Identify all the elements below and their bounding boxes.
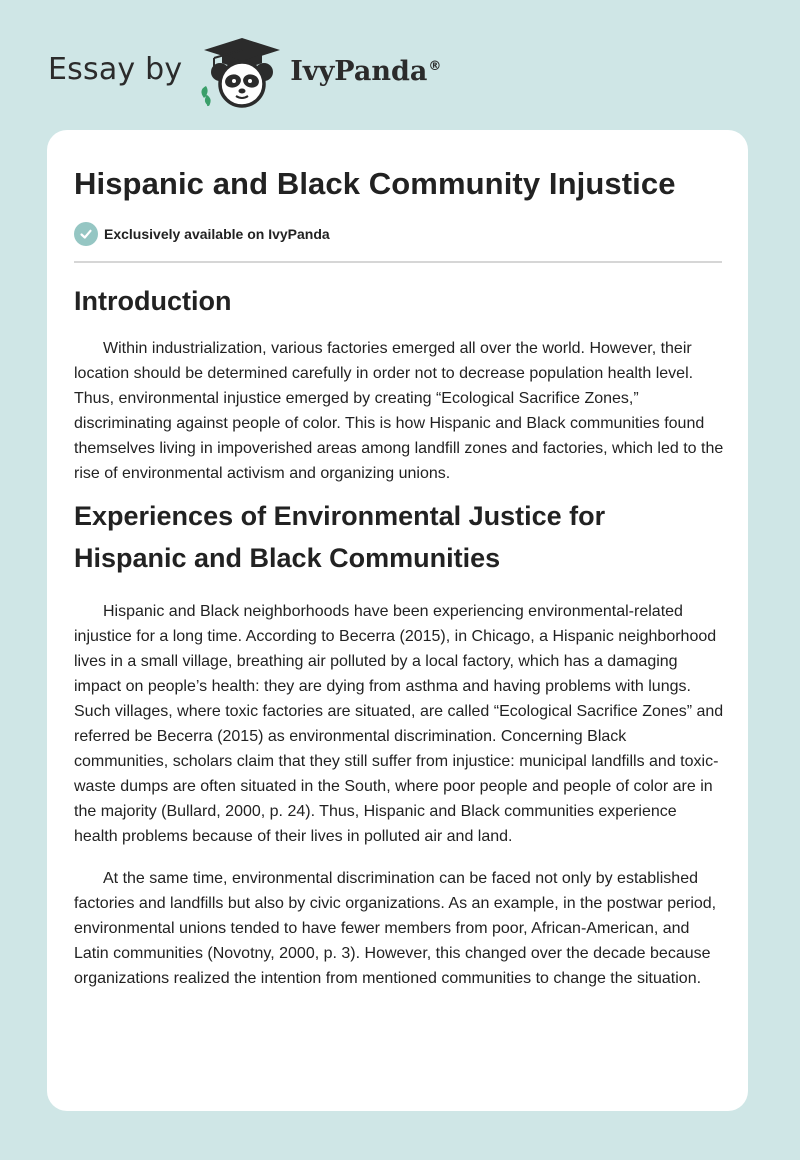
brand-prefix: Essay by xyxy=(48,51,183,87)
section-heading-introduction: Introduction xyxy=(74,286,232,316)
exclusive-badge xyxy=(74,222,330,246)
title-divider xyxy=(74,261,722,263)
section-heading-experiences: Experiences of Environmental Justice for Hispanic and Black Communities xyxy=(74,501,606,573)
paragraph: Within industrialization, various factories emerged all over the world. However, their location should be determined carefully in order not to decrease population health level. Thus, environmental injustice emerged by creating “Ecological Sacrifice Zones,” discriminating against people of color. This is how Hispanic and Black communities found themselves living in impoverished areas among landfill zones and factories, which led to the rise of environmental activism and organizing unions. xyxy=(74,340,724,482)
exclusive-label: Exclusively available on IvyPanda xyxy=(104,226,330,242)
brand-header[interactable] xyxy=(48,36,441,108)
essay-card xyxy=(47,130,748,1111)
essay-body xyxy=(74,280,724,991)
check-icon xyxy=(74,222,98,246)
paragraph: Hispanic and Black neighborhoods have been experiencing environmental-related injustice for a long time. According to Becerra (2015), in Chicago, a Hispanic neighborhood lives in a small village, breathing air polluted by a local factory, which has a damaging impact on people’s health: they are dying from asthma and having problems with lungs. Such villages, where toxic factories are situated, are called “Ecological Sacrifice Zones” and referred be Becerra (2015) as environmental discrimination. Concerning Black communities, scholars claim that they still suffer from injustice: municipal landfills and toxic-waste dumps are often situated in the South, where poor people and people of color are in the majority (Bullard, 2000, p. 24). Thus, Hispanic and Black communities experience health problems because of their lives in polluted air and land. xyxy=(74,603,724,845)
essay-title: Hispanic and Black Community Injustice xyxy=(74,166,676,201)
brand-name: IvyPanda® xyxy=(290,55,442,87)
paragraph: At the same time, environmental discrimination can be faced not only by established factories and landfills but also by civic organizations. As an example, in the postwar period, environmental unions tended to have fewer members from poor, African-American, and Latin communities (Novotny, 2000, p. 3). However, this changed over the decade because organizations realized the intention from mentioned communities to change the situation. xyxy=(74,870,717,987)
panda-graduate-icon xyxy=(196,36,288,108)
